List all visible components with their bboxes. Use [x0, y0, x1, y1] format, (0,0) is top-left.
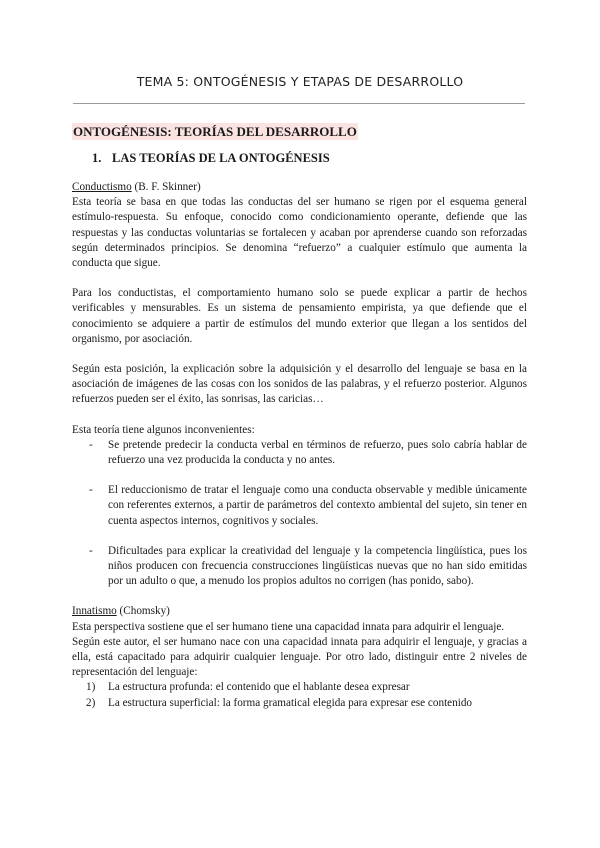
innatismo-heading — [72, 604, 527, 619]
section-title: ONTOGÉNESIS: TEORÍAS DEL DESARROLLO — [73, 124, 357, 139]
list-item — [72, 483, 527, 529]
innatismo-paragraph-2: Según este autor, el ser humano nace con una capacidad innata para adquirir el lenguaje, y gracias a ella, está capacitado para adquirir cualquier lenguaje. Por otro lado, distinguir entre 2 niveles de representación del lenguaje: — [72, 635, 527, 679]
conductismo-name: Conductismo — [72, 181, 132, 193]
list-item — [72, 696, 527, 711]
list-item-text: La estructura superficial: la forma gramatical elegida para expresar ese contenido — [108, 696, 473, 709]
list-item-text: La estructura profunda: el contenido que el hablante desea expresar — [108, 681, 410, 694]
list-item-text: El reduccionismo de tratar el lenguaje como una conducta observable y medible únicamente con referentes externos, a partir de parámetros del contexto ambiental del sujeto, sin tener en cuenta aspectos internos, cognitivos y sociales. — [108, 484, 527, 527]
list-dash: - — [89, 484, 93, 497]
conductismo-paragraph-3: Según esta posición, la explicación sobre la adquisición y el desarrollo del lenguaje se basa en la asociación de imágenes de las cosas con los sonidos de las palabras, y el refuerzo posterior. Algunos refuerzos pueden ser el éxito, las sonrisas, las caricias… — [72, 363, 527, 406]
subsection-number: 1. — [92, 151, 102, 165]
list-dash: - — [89, 438, 93, 451]
list-dash: - — [89, 544, 93, 557]
list-number: 2) — [86, 696, 96, 709]
innatismo-name: Innatismo — [72, 605, 117, 618]
list-item-text: Dificultades para explicar la creatividad del lenguaje y la competencia lingüística, pues los niños producen con frecuencia construcciones lingüísticas nuevas que no han sido emitidas por un adulto o que, a menudo los propios adultos no corrigen (has ponido, sabo). — [108, 544, 527, 588]
document-body — [72, 123, 527, 711]
page-header-title: TEMA 5: ONTOGÉNESIS Y ETAPAS DE DESARROLLO — [136, 74, 464, 89]
subsection-heading — [92, 150, 527, 166]
list-item-text: Se pretende predecir la conducta verbal en términos de refuerzo, pues solo cabría hablar de refuerzo una vez producida la conducta y no antes. — [108, 438, 527, 467]
conductismo-paragraph-1: Esta teoría se basa en que todas las conductas del ser humano se rigen por el esquema general estímulo-respuesta. Su enfoque, conocido como condicionamiento operante, defiende que las respuestas y las conductas voluntarias se fortalecen y acaban por aprenderse cuando son reforzadas según determinados principios. Se denomina “refuerzo” a cualquier estímulo que aumenta la conducta que sigue. — [72, 196, 527, 270]
conductismo-author: (B. F. Skinner) — [131, 181, 201, 193]
header-divider — [73, 103, 525, 104]
conductismo-heading — [72, 180, 527, 195]
list-item — [72, 438, 527, 468]
inconvenientes-list — [72, 438, 527, 590]
innatismo-author: (Chomsky) — [116, 605, 170, 618]
conductismo-paragraph-4: Esta teoría tiene algunos inconvenientes: — [72, 423, 255, 436]
innatismo-paragraph-1: Esta perspectiva sostiene que el ser humano tiene una capacidad innata para adquirir el lenguaje. — [72, 620, 505, 633]
conductismo-paragraph-2: Para los conductistas, el comportamiento humano solo se puede explicar a partir de hechos verificables y mensurables. Es un sistema de pensamiento empirista, ya que defiende que el conocimiento se adquiere a partir de estímulos del mundo exterior que llegan a los sentidos del organismo, por asociación. — [72, 287, 527, 345]
list-item — [72, 544, 527, 590]
list-item — [72, 680, 527, 695]
subsection-title: LAS TEORÍAS DE LA ONTOGÉNESIS — [112, 151, 330, 165]
list-number: 1) — [86, 681, 96, 694]
niveles-list — [72, 680, 527, 710]
